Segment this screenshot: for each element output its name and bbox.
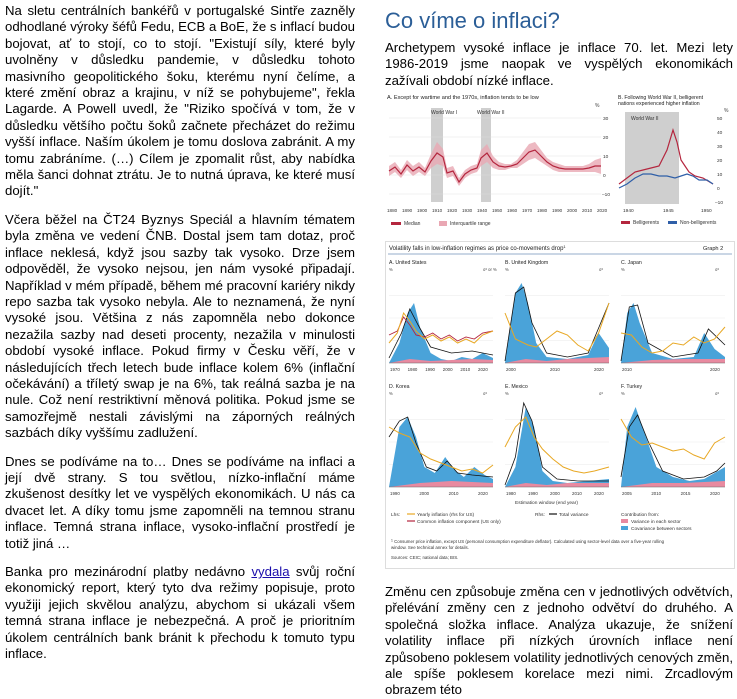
bottom-paragraph: Změnu cen způsobuje změna cen v jednotlivých odvětvích, přelévání změny cen z jednoho odvětví do druhého. A společná složka inflace. Analýza ukazuje, že snížení volatility inflace při nízkých úrovních inflace není způsobeno poklesem volatility jednotlivých cenových změn, ale spíše poklesem korelace mezi nimi. Zrcadlovým obrazem této xyxy=(385,584,733,698)
legend-yearly: Yearly inflation (rhs for US) xyxy=(417,513,475,518)
svg-text:–10: –10 xyxy=(715,201,724,206)
panel-0-xtick: 1970 xyxy=(390,367,400,372)
legend-nonbell-label: Non-belligerents xyxy=(680,220,717,226)
panel-a-yticks xyxy=(602,116,610,198)
panel-4-xtick: 2010 xyxy=(572,491,582,496)
svg-text:1950: 1950 xyxy=(492,208,503,213)
ww1-label: World War I xyxy=(431,110,458,116)
panel-5-right-unit: σ² xyxy=(715,391,719,396)
legend-nonbell-swatch xyxy=(668,221,677,224)
sources: Sources: CEIC; national data; BIS. xyxy=(391,555,459,560)
svg-text:40: 40 xyxy=(717,131,723,136)
panel-1-title: B. United Kingdom xyxy=(505,260,549,266)
svg-text:1945: 1945 xyxy=(663,209,674,214)
panel-4-xtick: 2020 xyxy=(594,491,604,496)
panel-1-xtick: 2000 xyxy=(506,367,516,372)
x-axis-label: Estimation window (end year) xyxy=(515,501,578,506)
legend-rhs: Rhs: xyxy=(535,513,545,518)
panel-5-xtick: 2005 xyxy=(622,491,632,496)
svg-text:1950: 1950 xyxy=(701,209,712,214)
panel-3-xtick: 2020 xyxy=(478,491,488,496)
svg-text:–10: –10 xyxy=(602,193,611,198)
legend-common: Common inflation component (US only) xyxy=(417,520,501,525)
svg-text:2020: 2020 xyxy=(597,208,608,213)
footnote-line1: $^1$ Consumer price inflation, except US (personal consumption expenditure deflator). Calculated using sector-level data over a five-year rolling xyxy=(391,538,665,544)
legend-iqr-label: Interquartile range xyxy=(450,221,491,227)
panel-3-left-unit: % xyxy=(389,391,393,396)
panel-a-plot xyxy=(387,108,610,213)
legend-median-label: Median xyxy=(404,221,421,227)
svg-text:10: 10 xyxy=(603,155,609,160)
panel-4-xtick: 1980 xyxy=(506,491,516,496)
svg-text:1960: 1960 xyxy=(507,208,518,213)
legend-total: Total variance xyxy=(559,513,589,518)
bottom-paragraph-container xyxy=(385,584,733,699)
panel-2-xtick: 2020 xyxy=(710,367,720,372)
panel-b-ww2-label: World War II xyxy=(631,116,659,122)
panel-1-left-unit: % xyxy=(505,267,509,272)
legend-contribution: Contribution from: xyxy=(621,513,660,518)
panel-0-title: A. United States xyxy=(389,260,427,266)
panel-a-title: A. Except for wartime and the 1970s, inflation tends to be low xyxy=(387,95,539,101)
panel-b-ww2-shade xyxy=(625,112,679,204)
svg-text:1880: 1880 xyxy=(387,208,398,213)
panel-3-xtick: 2000 xyxy=(419,491,430,496)
panel-3-right-unit: σ² xyxy=(483,391,487,396)
svg-text:1940: 1940 xyxy=(477,208,488,213)
legend-median-swatch xyxy=(391,222,401,225)
panel-5-left-unit: % xyxy=(621,391,625,396)
legend-belligerents-swatch xyxy=(621,221,630,224)
panel-2-left-unit: % xyxy=(621,267,625,272)
panel-0-xtick: 2010 xyxy=(460,367,471,372)
panel-1-right-unit: σ² xyxy=(599,267,603,272)
paragraph-4-end: svůj roční ekonomický report, který tyto dva režimy popisuje, proto využiji jejich skvělou analýzu, abychom si ukázali všem temná strana inflace je nebezpečná. A proč je prioritním úkolem centrálních bank bránit k přechodu k tomuto typu inflace. xyxy=(5,564,355,662)
panel-b-unit: % xyxy=(724,108,729,114)
inflation-history-figure xyxy=(385,92,735,232)
article-left-column xyxy=(5,3,355,674)
panel-2-xtick: 2010 xyxy=(622,367,632,372)
ww2-label: World War II xyxy=(477,110,505,116)
panel-2-right-unit: σ² xyxy=(715,267,719,272)
svg-text:1990: 1990 xyxy=(552,208,563,213)
panel-3-xtick: 2010 xyxy=(448,491,459,496)
legend-belligerents-label: Belligerents xyxy=(633,220,660,226)
svg-text:1900: 1900 xyxy=(417,208,428,213)
svg-text:1910: 1910 xyxy=(432,208,443,213)
paragraph-4 xyxy=(5,564,355,662)
paragraph-3: Dnes se podíváme na to… Dnes se podíváme na inflaci a její dvě strany. S tou světlou, nízko-inflační máme zkušenost desítky let ve vyspělých ekonomikách. U nás ca dvacet let. A díky tomu jsme zapomněli na temnou stranu inflace. Temná strana inflace, vysoko-inflační prostředí je totiž jiná … xyxy=(5,453,355,551)
svg-text:1930: 1930 xyxy=(462,208,473,213)
svg-text:1940: 1940 xyxy=(623,209,634,214)
panel-5-xtick: 2015 xyxy=(680,491,691,496)
panel-0-left-unit: % xyxy=(389,267,393,272)
svg-text:2000: 2000 xyxy=(567,208,578,213)
svg-text:2010: 2010 xyxy=(582,208,593,213)
panel-5-xtick: 2020 xyxy=(710,491,720,496)
figure-2-title: Volatility falls in low-inflation regimes as price co-movements drop$^1$ xyxy=(389,244,566,252)
legend-covariance-swatch xyxy=(621,526,628,530)
panel-1-xtick: 2020 xyxy=(594,367,604,372)
svg-text:0: 0 xyxy=(717,187,720,192)
footnote-line2: window. See technical annex for details. xyxy=(391,545,469,550)
panel-5-xtick: 2010 xyxy=(651,491,662,496)
panel-a-grid xyxy=(389,118,601,194)
panel-0-xtick: 1980 xyxy=(407,367,418,372)
intro-paragraph: Archetypem vysoké inflace je inflace 70. let. Mezi lety 1986-2019 jsme naopak ve vyspělých ekonomikách zažívali období nízké inflace. xyxy=(385,40,733,88)
svg-text:1980: 1980 xyxy=(537,208,548,213)
panel-1-xtick: 2010 xyxy=(550,367,560,372)
legend-covariance: Covariance between sectors xyxy=(631,527,692,532)
panel-a-xticks xyxy=(387,208,608,213)
paragraph-2: Včera běžel na ČT24 Byznys Speciál a hlavním tématem byla změna ve vedení ČNB. Dostal jsem tam dotaz, proč inflace neklesá, když jsou sazby tak vysoko. Drze jsem odpověděl, že vysoko nejsou, jen nám vysoké připadají. Například v mém případě, během mé pracovní kariéry nikdy repo sazba tak vysoko nebyla. Ale to neznamená, že nyní vysoké jsou. Většina z nás zapomněla nebo dokonce nezažila sazby nad deseti procenty, nezažila v minulosti období vysoké inflace. Pokud firmy v Česku věří, že v následujících třech letech bude inflace kolem 6% (inflační očekávání) a tříletý swap je na 6%, tak reálná sazba je na nule. Což není restriktivní měnová politika. Pokud jsme se samozřejmě nestali závislými na záporných reálných sazbách díky vyššímu zadlužení. xyxy=(5,211,355,441)
panel-4-right-unit: σ² xyxy=(599,391,603,396)
svg-text:0: 0 xyxy=(603,174,606,179)
svg-text:20: 20 xyxy=(603,136,609,141)
panel-0-xtick: 2000 xyxy=(442,367,453,372)
paragraph-1: Na sletu centrálních bankéřů v portugalské Sintře zazněly odhodlané výroky šéfů Fedu, ECB a BoE, že s inflací budou bojovat, ať to stojí, co to stojí. "Existují síly, které byly uvolněny v důsledku pandemie, v důsledku tohoto masivního geopolitického šoku, kterému nyní čelíme, a které změní obraz a krajinu, v níž se pohybujeme", řekla Lagarde. A Powell uvedl, že "Riziko spočívá v tom, že v důsledku většího počtu šoků začnete přecházet do režimu vyšší inflace. Naším úkolem je tomu doslova zabránit. A my tomu zabráníme. (…) Cílem je zpomalit růst, aby nabídka měla šanci dohnat ztrátu. Je to nutná úprava, ke které musí dojít." xyxy=(5,3,355,199)
panel-0-xtick: 1990 xyxy=(425,367,435,372)
report-link[interactable]: vydala xyxy=(251,564,290,579)
legend-iqr-swatch xyxy=(439,221,447,226)
svg-text:1970: 1970 xyxy=(522,208,533,213)
panel-4-xtick: 2000 xyxy=(550,491,560,496)
volatility-figure xyxy=(385,241,735,569)
panel-4-title: E. Mexico xyxy=(505,384,528,390)
panel-b-plot xyxy=(619,112,723,214)
svg-text:1890: 1890 xyxy=(402,208,413,213)
legend-variance: Variance in each sector xyxy=(631,520,681,525)
article-right-column xyxy=(385,8,733,89)
panel-5-title: F. Turkey xyxy=(621,384,643,390)
paragraph-4-start: Banka pro mezinárodní platby nedávno xyxy=(5,564,252,579)
svg-text:30: 30 xyxy=(603,117,609,122)
panel-3-xtick: 1990 xyxy=(390,491,400,496)
panel-3-title: D. Korea xyxy=(389,384,410,390)
panel-0-right-unit: σ² or % xyxy=(483,267,497,272)
panel-4-xtick: 1990 xyxy=(528,491,538,496)
panel-b-xticks xyxy=(623,208,712,214)
panel-4-left-unit: % xyxy=(505,391,509,396)
graph-label: Graph 2 xyxy=(703,246,724,252)
svg-text:20: 20 xyxy=(717,159,723,164)
legend-lhs: Lhs: xyxy=(391,513,401,518)
panel-a-unit: % xyxy=(595,103,600,109)
panel-b-title-line2: nations experienced higher inflation xyxy=(618,101,700,107)
panel-0-xtick: 2020 xyxy=(478,367,488,372)
svg-text:10: 10 xyxy=(717,173,723,178)
panel-b-yticks xyxy=(715,116,723,206)
svg-text:50: 50 xyxy=(717,117,723,122)
legend-variance-swatch xyxy=(621,519,628,523)
svg-text:30: 30 xyxy=(717,145,723,150)
svg-text:1920: 1920 xyxy=(447,208,458,213)
section-title: Co víme o inflaci? xyxy=(385,8,560,33)
panel-2-title: C. Japan xyxy=(621,260,642,266)
panel-b-title-line1: B. Following World War II, belligerent xyxy=(618,95,704,101)
